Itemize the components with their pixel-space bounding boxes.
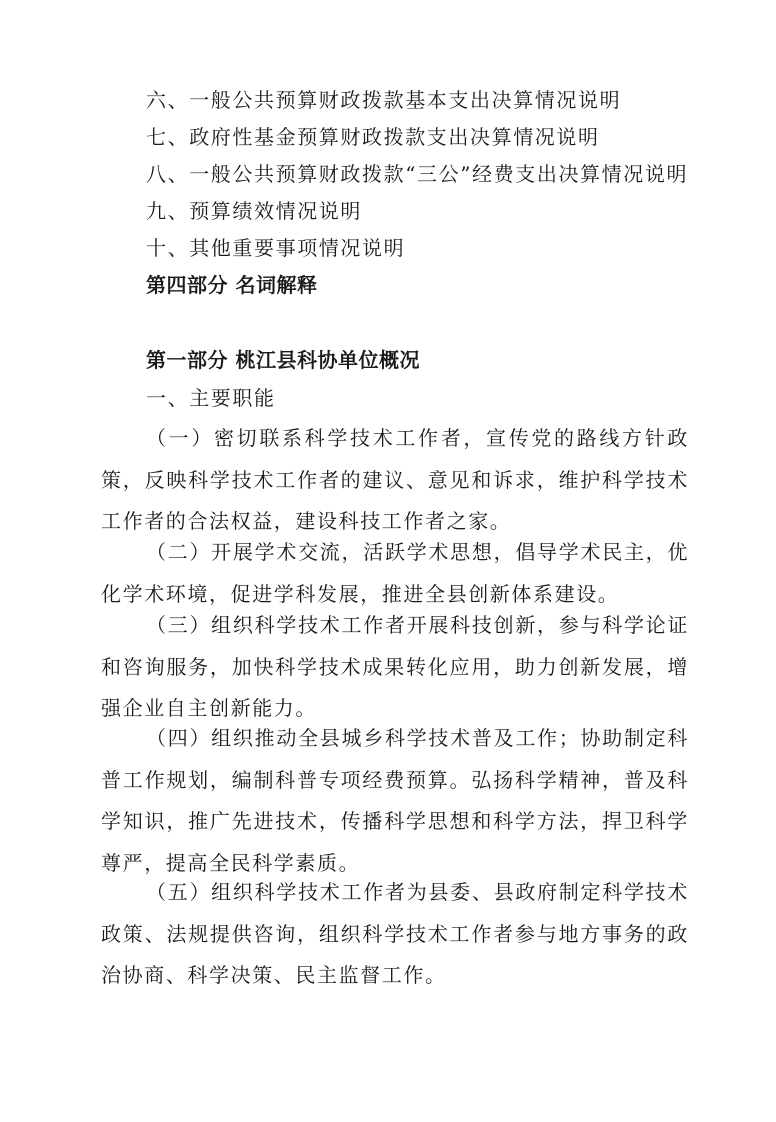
paragraph-5: （五）组织科学技术工作者为县委、县政府制定科学技术政策、法规提供咨询，组织科学技术工作者参与地方事务的政治协商、科学决策、民主监督工作。 [101, 880, 689, 988]
toc-item-7: 七、政府性基金预算财政拨款支出决算情况说明 [146, 125, 600, 149]
toc-item-6: 六、一般公共预算财政拨款基本支出决算情况说明 [146, 88, 622, 112]
paragraph-1: （一）密切联系科学技术工作者，宣传党的路线方针政策，反映科学技术工作者的建议、意见和诉求，维护科学技术工作者的合法权益，建设科技工作者之家。 [101, 426, 689, 534]
toc-item-9: 九、预算绩效情况说明 [146, 199, 362, 223]
paragraph-2: （二）开展学术交流，活跃学术思想，倡导学术民主，优化学术环境，促进学科发展，推进全县创新体系建设。 [101, 540, 689, 606]
paragraph-4: （四）组织推动全县城乡科学技术普及工作；协助制定科普工作规划，编制科普专项经费预算。弘扬科学精神，普及科学知识，推广先进技术，传播科学思想和科学方法，捍卫科学尊严，提高全民科学素质。 [101, 726, 689, 875]
toc-item-10: 十、其他重要事项情况说明 [146, 236, 406, 260]
section1-title: 一、主要职能 [146, 386, 276, 410]
paragraph-3: （三）组织科学技术工作者开展科技创新，参与科学论证和咨询服务，加快科学技术成果转化应用，助力创新发展，增强企业自主创新能力。 [101, 613, 689, 721]
part4-heading: 第四部分 名词解释 [146, 273, 318, 297]
part1-heading: 第一部分 桃江县科协单位概况 [146, 348, 420, 372]
toc-item-8: 八、一般公共预算财政拨款“三公”经费支出决算情况说明 [146, 162, 689, 186]
